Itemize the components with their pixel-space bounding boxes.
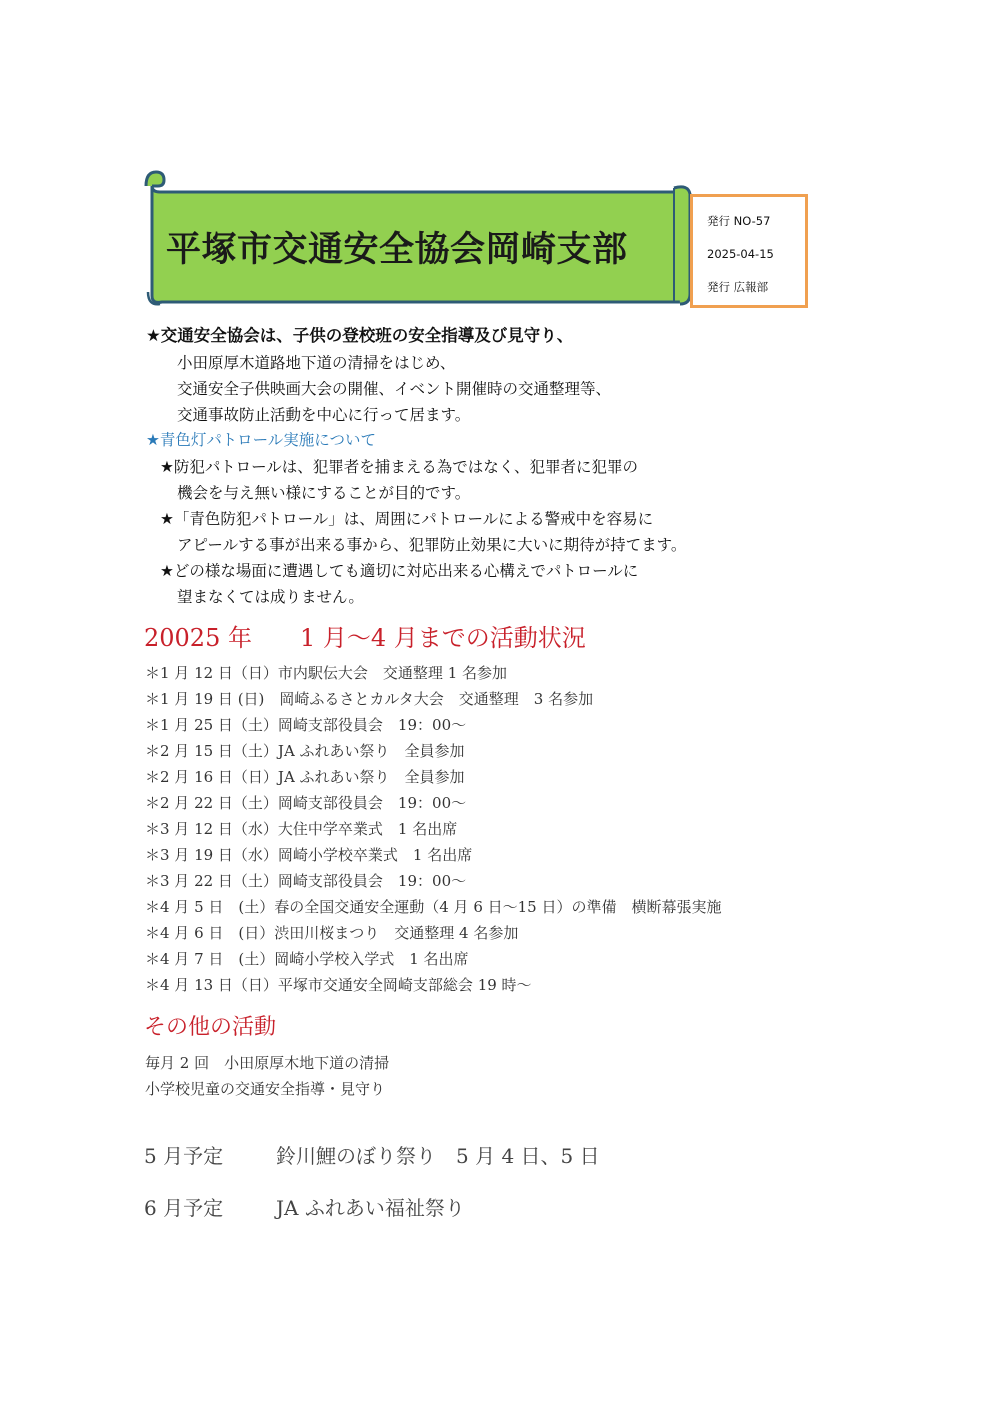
patrol-line: アピールする事が出来る事から、犯罪防止効果に大いに期待が持てます。 <box>177 536 687 554</box>
activity-item: ＊4 月 7 日 (土）岡崎小学校入学式 1 名出席 <box>145 950 469 968</box>
intro-heading: ★交通安全協会は、子供の登校班の安全指導及び見守り、 <box>146 326 574 345</box>
plan-text: 鈴川鯉のぼり祭り 5 月 4 日、5 日 <box>276 1144 600 1168</box>
patrol-line: 機会を与え無い様にすることが目的です。 <box>177 484 471 502</box>
patrol-line: ★どの様な場面に遭遇しても適切に対応出来る心構えでパトロールに <box>160 562 639 580</box>
intro-line: 交通安全子供映画大会の開催、イベント開催時の交通整理等、 <box>177 380 612 398</box>
activity-item: ＊1 月 12 日（日）市内駅伝大会 交通整理 1 名参加 <box>145 664 508 682</box>
activity-item: ＊3 月 19 日（水）岡崎小学校卒業式 1 名出席 <box>145 846 473 864</box>
issue-publisher: 発行 広報部 <box>707 280 769 294</box>
activity-item: ＊2 月 16 日（日）JA ふれあい祭り 全員参加 <box>145 768 465 786</box>
patrol-line: ★「青色防犯パトロール」は、周囲にパトロールによる警戒中を容易に <box>160 510 654 528</box>
activity-item: ＊1 月 19 日 (日) 岡崎ふるさとカルタ大会 交通整理 3 名参加 <box>145 690 594 708</box>
activity-item: ＊2 月 22 日（土）岡崎支部役員会 19：00～ <box>145 794 467 812</box>
activity-item: ＊2 月 15 日（土）JA ふれあい祭り 全員参加 <box>145 742 465 760</box>
other-item: 小学校児童の交通安全指導・見守り <box>145 1080 386 1098</box>
intro-line: 小田原厚木道路地下道の清掃をはじめ、 <box>177 354 456 372</box>
issue-number: 発行 NO-57 <box>707 214 771 228</box>
plan-label: 5 月予定 <box>144 1144 224 1168</box>
patrol-line: 望まなくては成りません。 <box>177 588 364 606</box>
activity-item: ＊1 月 25 日（土）岡崎支部役員会 19：00～ <box>145 716 467 734</box>
other-heading: その他の活動 <box>144 1015 277 1040</box>
activity-item: ＊4 月 13 日（日）平塚市交通安全岡崎支部総会 19 時～ <box>145 976 532 994</box>
intro-line: 交通事故防止活動を中心に行って居ます。 <box>177 406 471 424</box>
other-item: 毎月 2 回 小田原厚木地下道の清掃 <box>145 1054 390 1072</box>
plan-label: 6 月予定 <box>144 1196 224 1220</box>
banner-title: 平塚市交通安全協会岡崎支部 <box>166 230 628 270</box>
patrol-line: ★防犯パトロールは、犯罪者を捕まえる為ではなく、犯罪者に犯罪の <box>160 458 638 476</box>
activity-heading: 20025 年 1 月～4 月までの活動状況 <box>144 624 586 652</box>
activity-item: ＊4 月 6 日 (日）渋田川桜まつり 交通整理 4 名参加 <box>145 924 519 942</box>
issue-info-box <box>690 194 808 308</box>
patrol-heading: ★青色灯パトロール実施について <box>146 431 376 449</box>
plan-text: JA ふれあい福祉祭り <box>276 1196 465 1220</box>
activity-item: ＊3 月 22 日（土）岡崎支部役員会 19：00～ <box>145 872 467 890</box>
activity-item: ＊3 月 12 日（水）大住中学卒業式 1 名出席 <box>145 820 458 838</box>
issue-date: 2025-04-15 <box>707 247 774 261</box>
activity-item: ＊4 月 5 日 (土）春の全国交通安全運動（4 月 6 日～15 日）の準備 横断幕張実施 <box>145 898 722 916</box>
